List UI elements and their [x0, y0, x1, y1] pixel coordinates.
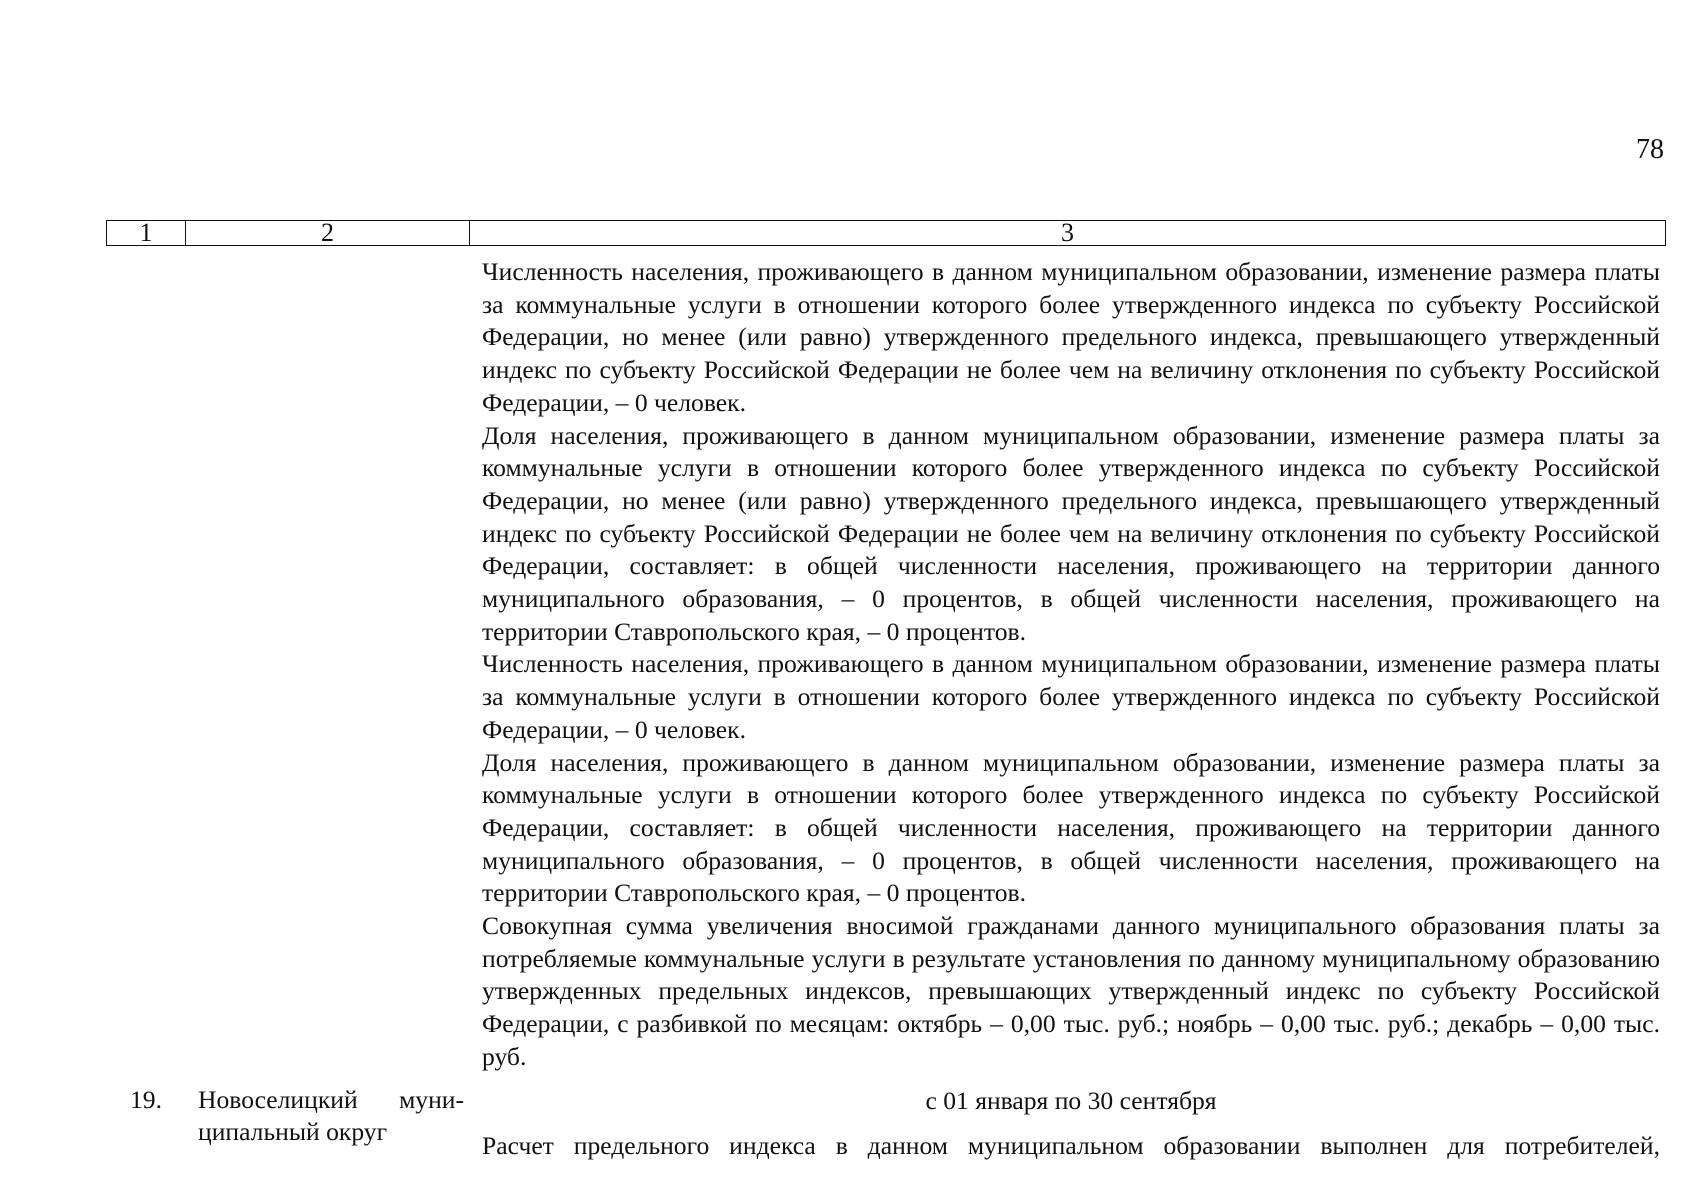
paragraph-population-share-2: Доля населения, проживающего в данном муниципальном образовании, изменение размера платы за коммунальные услуги в отношении которого более утвержденного индекса по субъекту Российской Федерации, составляет: в общей численности населения, проживающего на территории данного муниципального образования, – 0 процентов, в общей численности населения, проживающего на территории Ставропольского края, – 0 процентов.: [482, 747, 1660, 908]
page-number: 78: [1636, 134, 1664, 165]
row-19-text-start: Расчет предельного индекса в данном муниципальном образовании выполнен для потребителей,: [482, 1131, 1660, 1160]
column-3-content: [482, 256, 1660, 1074]
paragraph-population-count-1: Численность населения, проживающего в данном муниципальном образовании, изменение размера платы за коммунальные услуги в отношении которого более утвержденного индекса по субъекту Российской Федерации, но менее (или равно) утвержденного предельного индекса, превышающего утвержденный индекс по субъекту Российской Федерации не более чем на величину отклонения по субъекту Российской Федерации, – 0 человек.: [482, 257, 1660, 417]
table-header-row: [106, 220, 1666, 246]
paragraph-total-increase: Совокупная сумма увеличения вносимой гражданами данного муниципального образования платы за потребляемые коммунальные услуги в результате установления по данному муниципальному образованию утвержденных предельных индексов, превышающих утвержденный индекс по субъекту Российской Федерации, с разбивкой по месяцам: октябрь – 0,00 тыс. руб.; ноябрь – 0,00 тыс. руб.; декабрь – 0,00 тыс. руб.: [482, 911, 1660, 1071]
row-19-number: 19.: [130, 1085, 162, 1114]
paragraph-population-count-2: Численность населения, проживающего в данном муниципальном образовании, изменение размера платы за коммунальные услуги в отношении которого более утвержденного индекса по субъекту Российской Федерации, – 0 человек.: [482, 649, 1660, 744]
table-header-col-3: 3: [1061, 218, 1074, 247]
row-19-period: с 01 января по 30 сентября: [925, 1086, 1217, 1115]
table-header-col-2: 2: [186, 221, 470, 245]
row-19-municipality-name: Новоселицкий муниципальный округ: [198, 1085, 464, 1146]
table-header-col-1: 1: [107, 221, 186, 245]
paragraph-population-share-1: Доля населения, проживающего в данном муниципальном образовании, изменение размера платы за коммунальные услуги в отношении которого более утвержденного индекса по субъекту Российской Федерации, но менее (или равно) утвержденного предельного индекса, превышающего утвержденный индекс по субъекту Российской Федерации не более чем на величину отклонения по субъекту Российской Федерации, составляет: в общей численности населения, проживающего на территории данного муниципального образования, – 0 процентов, в общей численности населения, проживающего на территории Ставропольского края, – 0 процентов.: [482, 420, 1660, 646]
